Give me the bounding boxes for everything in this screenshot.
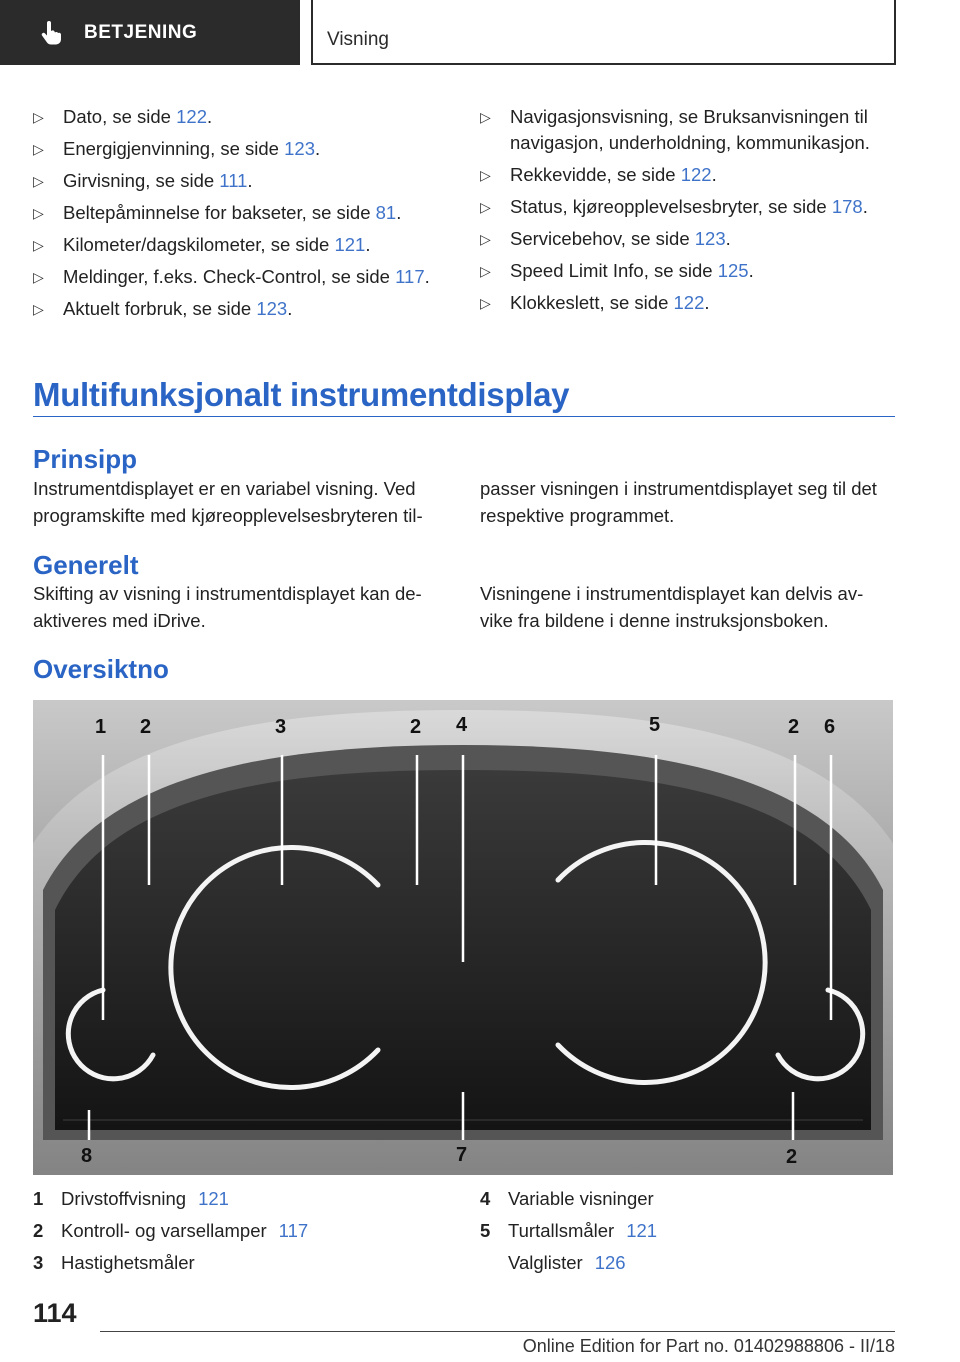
list-item-text: Speed Limit Info, se side (510, 260, 718, 281)
legend-label: Hastighetsmåler (61, 1252, 195, 1273)
triangle-bullet-icon: ▷ (33, 301, 44, 317)
legend-right (480, 1183, 666, 1279)
legend-number: 1 (33, 1188, 44, 1209)
triangle-bullet-icon: ▷ (33, 205, 44, 221)
page-link[interactable]: 121 (198, 1188, 229, 1209)
triangle-bullet-icon: ▷ (33, 237, 44, 253)
callout-number: 5 (649, 714, 661, 736)
page-link[interactable]: 117 (278, 1220, 309, 1241)
callout-number: 4 (456, 714, 468, 736)
list-item-text: Navigasjonsvisning, se Bruksanvisningen til (510, 106, 868, 127)
triangle-bullet-icon: ▷ (33, 269, 44, 285)
prinsipp-text-left (33, 475, 423, 529)
generelt-text-right (480, 580, 863, 634)
callout-number: 2 (786, 1146, 798, 1168)
triangle-bullet-icon: ▷ (480, 199, 491, 215)
triangle-bullet-icon: ▷ (480, 231, 491, 247)
list-item-end: . (247, 170, 253, 191)
list-item (33, 168, 453, 194)
footer-divider (100, 1331, 895, 1332)
list-item-text: navigasjon, underholdning, kommunikasjon. (510, 132, 870, 153)
list-item-end: . (207, 106, 213, 127)
triangle-bullet-icon: ▷ (480, 263, 491, 279)
legend-row (480, 1183, 666, 1215)
callout-number: 6 (824, 716, 836, 738)
legend-row (33, 1247, 308, 1279)
prinsipp-text-right (480, 475, 877, 529)
section-tab (0, 0, 300, 65)
page-link[interactable]: 122 (673, 292, 705, 313)
page-link[interactable]: 121 (626, 1220, 658, 1241)
triangle-bullet-icon: ▷ (480, 295, 491, 311)
list-item (33, 264, 453, 290)
section-heading-generelt: Generelt (33, 550, 139, 580)
list-item (33, 296, 453, 322)
page-topic-box (311, 0, 896, 65)
callout-number: 1 (95, 716, 107, 738)
legend-number: 2 (33, 1220, 44, 1241)
callout-number: 2 (788, 716, 800, 738)
bullet-list-left (33, 104, 453, 328)
page-link[interactable]: 122 (680, 164, 712, 185)
list-item (33, 232, 453, 258)
legend-number: 5 (480, 1220, 491, 1241)
generelt-text-left (33, 580, 422, 634)
legend-label: Kontroll- og varsellamper (61, 1220, 267, 1241)
triangle-bullet-icon: ▷ (33, 109, 44, 125)
text-line: Visningene i instrumentdisplayet kan delvis av- (480, 583, 864, 604)
callout-number: 7 (456, 1144, 468, 1166)
list-item-end: . (704, 292, 710, 313)
text-line: vike fra bildene i denne instruksjonsboken. (480, 610, 829, 631)
list-item-end: . (862, 196, 868, 217)
page-title: Multifunksjonalt instrumentdisplay (33, 376, 570, 413)
callout-number: 2 (140, 716, 152, 738)
list-item-end: . (365, 234, 371, 255)
triangle-bullet-icon: ▷ (480, 167, 491, 183)
page-link[interactable]: 123 (284, 138, 315, 159)
page-number: 114 (33, 1298, 77, 1328)
list-item-text: Energigjenvinning, se side (63, 138, 285, 159)
list-item (480, 258, 900, 284)
list-item-text: Beltepåminnelse for bakseter, se side (63, 202, 376, 223)
list-item (480, 104, 900, 156)
section-heading-oversikt: Oversiktno (33, 654, 169, 684)
legend-row (480, 1247, 666, 1279)
list-item (480, 162, 900, 188)
legend-row (33, 1215, 308, 1247)
page-link[interactable]: 126 (594, 1252, 626, 1273)
list-item-text: Dato, se side (63, 106, 177, 127)
legend-left (33, 1183, 308, 1279)
list-item (480, 194, 900, 220)
list-item-end: . (711, 164, 717, 185)
page-link[interactable]: 178 (831, 196, 863, 217)
text-line: programskifte med kjøreopplevelsesbryteren til- (33, 505, 423, 526)
legend-number: 3 (33, 1252, 44, 1273)
list-item-end: . (287, 298, 293, 319)
page-link[interactable]: 122 (176, 106, 207, 127)
page-link[interactable]: 81 (375, 202, 397, 223)
instrument-cluster-illustration (33, 700, 893, 1175)
legend-label: Drivstoffvisning (61, 1188, 187, 1209)
legend-label: Variable visninger (508, 1188, 654, 1209)
callout-number: 3 (275, 716, 287, 738)
legend-row (480, 1215, 666, 1247)
text-line: Instrumentdisplayet er en variabel visning. Ved (33, 478, 416, 499)
triangle-bullet-icon: ▷ (33, 173, 44, 189)
list-item-end: . (315, 138, 321, 159)
instrument-cluster-figure (33, 700, 893, 1175)
title-divider (33, 416, 895, 417)
list-item-end: . (424, 266, 430, 287)
list-item-end: . (748, 260, 754, 281)
page-topic: Visning (327, 29, 389, 50)
text-line: respektive programmet. (480, 505, 675, 526)
list-item (33, 200, 453, 226)
list-item-text: Meldinger, f.eks. Check-Control, se side (63, 266, 396, 287)
text-line: aktiveres med iDrive. (33, 610, 206, 631)
list-item-text: Klokkeslett, se side (510, 292, 674, 313)
legend-row (33, 1183, 308, 1215)
list-item-text: Girvisning, se side (63, 170, 220, 191)
footer-edition: Online Edition for Part no. 01402988806 - II/18 (522, 1336, 895, 1356)
text-line: Skifting av visning i instrumentdisplayet kan de- (33, 583, 422, 604)
hand-pointer-icon (40, 21, 62, 45)
callout-number: 8 (81, 1145, 93, 1167)
list-item-text: Servicebehov, se side (510, 228, 695, 249)
text-line: passer visningen i instrumentdisplayet seg til det (480, 478, 877, 499)
list-item-end: . (725, 228, 731, 249)
list-item-text: Status, kjøreopplevelsesbryter, se side (510, 196, 832, 217)
list-item (33, 136, 453, 162)
list-item-text: Rekkevidde, se side (510, 164, 681, 185)
list-item (480, 290, 900, 316)
page-link[interactable]: 123 (256, 298, 288, 319)
triangle-bullet-icon: ▷ (480, 109, 491, 125)
list-item (480, 226, 900, 252)
list-item (33, 104, 453, 130)
page-link[interactable]: 125 (717, 260, 749, 281)
list-item-text: Kilometer/dagskilometer, se side (63, 234, 335, 255)
triangle-bullet-icon: ▷ (33, 141, 44, 157)
legend-label: Turtallsmåler (508, 1220, 615, 1241)
list-item-end: . (396, 202, 402, 223)
page-link[interactable]: 117 (395, 266, 425, 287)
section-heading-prinsipp: Prinsipp (33, 444, 138, 474)
page-link[interactable]: 121 (334, 234, 366, 255)
section-label: BETJENING (84, 21, 198, 43)
page-link[interactable]: 111 (219, 170, 248, 191)
legend-label: Valglister (508, 1252, 583, 1273)
legend-number: 4 (480, 1188, 491, 1209)
list-item-text: Aktuelt forbruk, se side (63, 298, 257, 319)
callout-number: 2 (410, 716, 422, 738)
page-link[interactable]: 123 (694, 228, 726, 249)
bullet-list-right (480, 104, 900, 322)
